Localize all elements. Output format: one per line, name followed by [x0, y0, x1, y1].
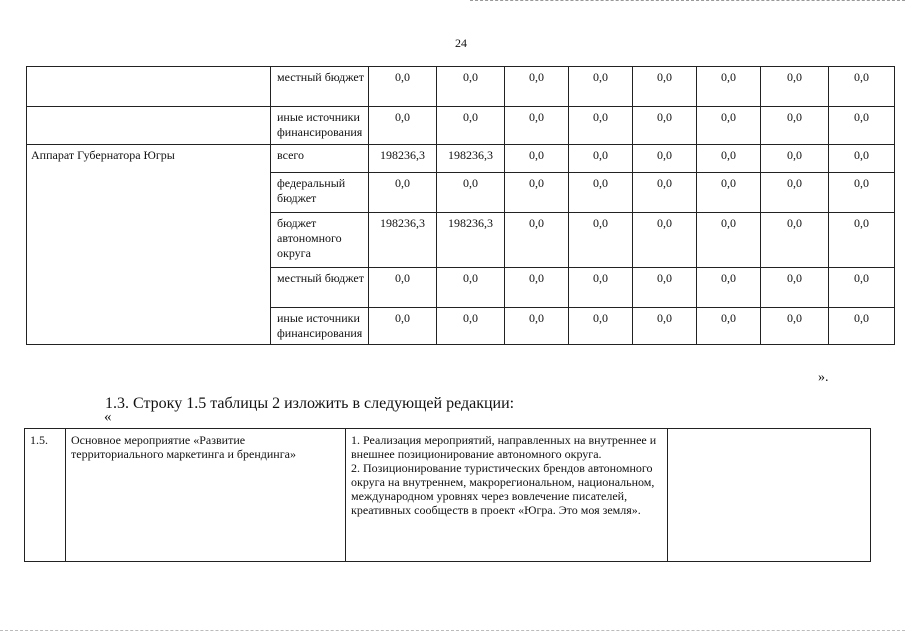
value-cell: 0,0 — [505, 268, 569, 308]
value-cell: 0,0 — [697, 145, 761, 173]
source-label: бюджет автономного округа — [271, 213, 369, 268]
source-label: иные источники финансирования — [271, 308, 369, 345]
measure-description — [346, 429, 668, 562]
value-cell: 0,0 — [569, 308, 633, 345]
value-cell: 0,0 — [569, 67, 633, 107]
value-cell: 0,0 — [505, 173, 569, 213]
value-cell: 0,0 — [829, 67, 895, 107]
value-cell: 0,0 — [437, 173, 505, 213]
value-cell: 0,0 — [761, 173, 829, 213]
value-cell: 0,0 — [633, 213, 697, 268]
value-cell: 198236,3 — [369, 213, 437, 268]
funding-table — [26, 66, 895, 345]
value-cell: 198236,3 — [437, 213, 505, 268]
value-cell: 0,0 — [569, 173, 633, 213]
table-row — [27, 67, 895, 107]
scan-bottom-edge — [0, 630, 905, 634]
measures-table — [24, 428, 871, 562]
organization-cell: Аппарат Губернатора Югры — [27, 145, 271, 345]
value-cell: 0,0 — [697, 107, 761, 145]
value-cell: 0,0 — [761, 107, 829, 145]
source-label: федеральный бюджет — [271, 173, 369, 213]
value-cell: 0,0 — [761, 67, 829, 107]
source-label: местный бюджет — [271, 268, 369, 308]
value-cell: 0,0 — [829, 268, 895, 308]
value-cell: 0,0 — [437, 268, 505, 308]
empty-cell — [27, 67, 271, 107]
value-cell: 0,0 — [829, 213, 895, 268]
amendment-instruction: 1.3. Строку 1.5 таблицы 2 изложить в следующей редакции: — [105, 395, 515, 412]
value-cell: 0,0 — [369, 67, 437, 107]
value-cell: 0,0 — [569, 107, 633, 145]
value-cell: 0,0 — [697, 213, 761, 268]
value-cell: 0,0 — [437, 67, 505, 107]
value-cell: 0,0 — [505, 67, 569, 107]
row-number: 1.5. — [25, 429, 66, 562]
measure-name: Основное мероприятие «Развитие территориального маркетинга и брендинга» — [66, 429, 346, 562]
value-cell: 0,0 — [761, 145, 829, 173]
value-cell: 0,0 — [633, 308, 697, 345]
value-cell: 0,0 — [569, 268, 633, 308]
value-cell: 0,0 — [829, 145, 895, 173]
value-cell: 0,0 — [829, 107, 895, 145]
empty-cell — [668, 429, 871, 562]
source-label: иные источники финансирования — [271, 107, 369, 145]
value-cell: 0,0 — [505, 213, 569, 268]
value-cell: 0,0 — [633, 67, 697, 107]
value-cell: 0,0 — [369, 173, 437, 213]
value-cell: 0,0 — [761, 268, 829, 308]
value-cell: 0,0 — [505, 107, 569, 145]
empty-cell — [27, 107, 271, 145]
value-cell: 0,0 — [369, 308, 437, 345]
value-cell: 0,0 — [697, 67, 761, 107]
value-cell: 0,0 — [761, 213, 829, 268]
source-label: местный бюджет — [271, 67, 369, 107]
value-cell: 0,0 — [633, 107, 697, 145]
value-cell: 0,0 — [829, 173, 895, 213]
closing-quote: ». — [818, 370, 829, 385]
page-number: 24 — [455, 36, 467, 50]
table-row — [25, 429, 871, 562]
value-cell: 0,0 — [633, 173, 697, 213]
value-cell: 0,0 — [505, 145, 569, 173]
value-cell: 0,0 — [829, 308, 895, 345]
value-cell: 0,0 — [505, 308, 569, 345]
value-cell: 0,0 — [633, 268, 697, 308]
value-cell: 0,0 — [633, 145, 697, 173]
value-cell: 0,0 — [697, 173, 761, 213]
value-cell: 0,0 — [369, 268, 437, 308]
value-cell: 0,0 — [569, 213, 633, 268]
value-cell: 0,0 — [437, 107, 505, 145]
table-row — [27, 145, 895, 173]
description-item: 2. Позиционирование туристических брендов автономного округа на внутреннем, макрорегиональном, национальном, международном уровнях через вовлечение писателей, креативных сообществ в проект «Югра. Это моя земля». — [351, 461, 655, 517]
value-cell: 198236,3 — [437, 145, 505, 173]
value-cell: 0,0 — [761, 308, 829, 345]
opening-quote: « — [104, 409, 112, 425]
scan-top-edge — [470, 0, 905, 4]
value-cell: 0,0 — [697, 268, 761, 308]
table-row — [27, 107, 895, 145]
value-cell: 0,0 — [437, 308, 505, 345]
value-cell: 0,0 — [569, 145, 633, 173]
value-cell: 198236,3 — [369, 145, 437, 173]
source-label: всего — [271, 145, 369, 173]
value-cell: 0,0 — [369, 107, 437, 145]
description-item: 1. Реализация мероприятий, направленных на внутреннее и внешнее позиционирование автономного округа. — [351, 433, 657, 461]
value-cell: 0,0 — [697, 308, 761, 345]
